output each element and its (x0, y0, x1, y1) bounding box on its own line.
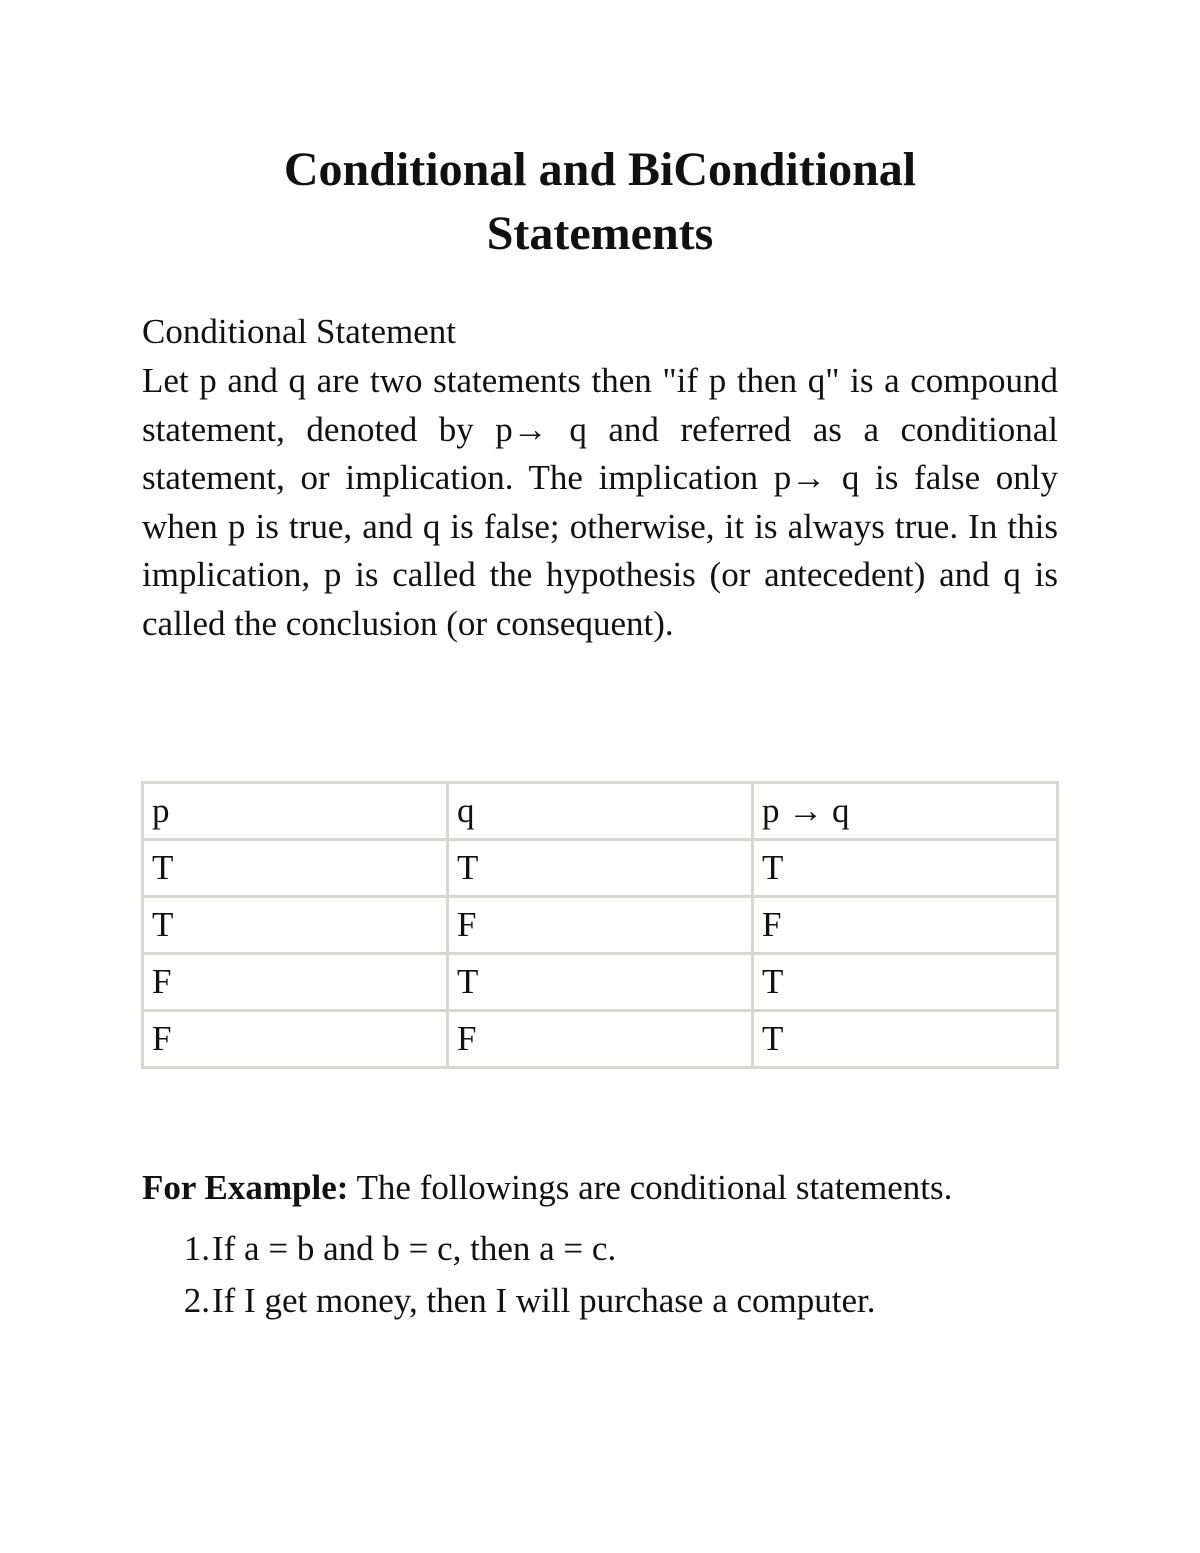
table-cell: F (448, 1011, 753, 1068)
table-header-row (143, 783, 1058, 840)
list-item-text: If a = b and b = c, then a = c. (212, 1229, 617, 1268)
example-intro-text: The followings are conditional statements. (348, 1168, 953, 1207)
table-cell: F (143, 954, 448, 1011)
table-cell: T (143, 840, 448, 897)
table-row (143, 840, 1058, 897)
section-heading: Conditional Statement (142, 312, 456, 351)
example-label: For Example: (142, 1168, 349, 1207)
table-row (143, 954, 1058, 1011)
table-header-cell: p → q (753, 783, 1058, 840)
table-cell: T (753, 840, 1058, 897)
truth-table (141, 781, 1059, 1069)
list-item (142, 1275, 875, 1327)
page-title (142, 138, 1058, 266)
table-cell: F (143, 1011, 448, 1068)
list-item-text: If I get money, then I will purchase a computer. (212, 1281, 876, 1320)
list-number: 1. (183, 1229, 210, 1268)
definition-paragraph: Let p and q are two statements then "if p then q" is a compound statement, denoted by p→ q and referred as a conditional statement, or implication. The implication p→ q is false only when p is true, and q is false; otherwise, it is always true. In this implication, p is called the hypothesis (or antecedent) and q is called the conclusion (or consequent). (142, 361, 1058, 643)
table-header-cell: q (448, 783, 753, 840)
title-line-2: Statements (486, 207, 714, 260)
table-row (143, 897, 1058, 954)
table-cell: T (448, 840, 753, 897)
table-cell: T (753, 954, 1058, 1011)
list-item (142, 1223, 875, 1275)
table-cell: F (753, 897, 1058, 954)
list-number: 2. (183, 1281, 210, 1320)
table-cell: T (143, 897, 448, 954)
table-cell: F (448, 897, 753, 954)
table-header-cell: p (143, 783, 448, 840)
table-cell: T (448, 954, 753, 1011)
table-cell: T (753, 1011, 1058, 1068)
table-row (143, 1011, 1058, 1068)
title-line-1: Conditional and BiConditional (283, 143, 917, 196)
example-intro (142, 1164, 952, 1212)
example-list (142, 1223, 875, 1327)
